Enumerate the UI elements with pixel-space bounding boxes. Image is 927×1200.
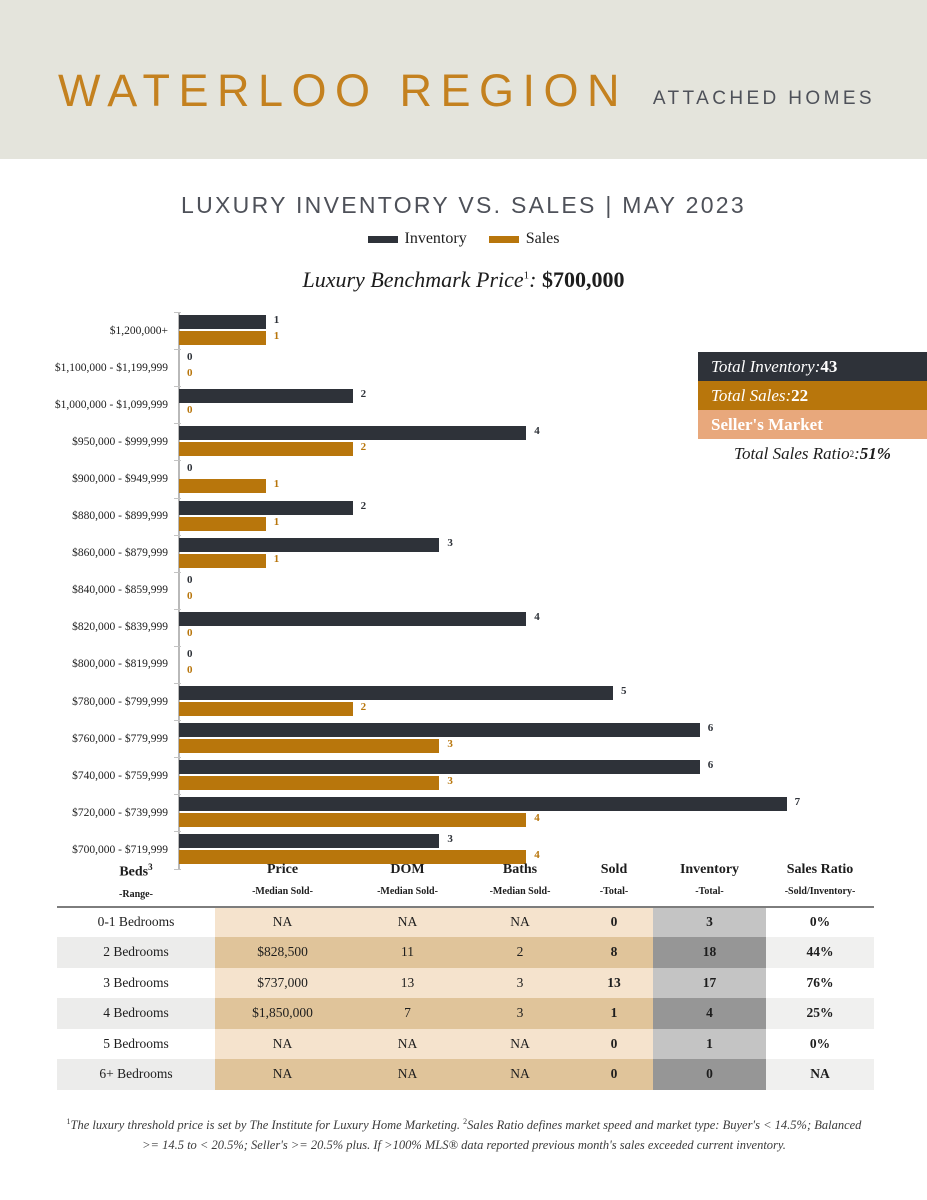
summary-total-inventory-value: 43	[820, 356, 838, 376]
chart-bar-sales	[179, 517, 266, 531]
chart-category-label: $1,000,000 - $1,099,999	[54, 398, 168, 411]
table-cell-sold: 1	[575, 998, 653, 1029]
chart-bar-value-inventory: 3	[447, 833, 453, 846]
chart-category-row	[0, 312, 680, 349]
chart-bar-sales	[179, 554, 266, 568]
table-header-row	[57, 862, 874, 907]
market-summary-box	[698, 352, 927, 469]
chart-category-row	[0, 386, 680, 423]
table-cell-price: $828,500	[215, 937, 350, 968]
chart-bar-sales	[179, 331, 266, 345]
table-cell-sold: 0	[575, 1059, 653, 1090]
table-row	[57, 907, 874, 938]
chart-category-row	[0, 646, 680, 683]
chart-bar-value-inventory: 3	[447, 536, 453, 549]
table-cell-inventory: 1	[653, 1029, 766, 1060]
table-col-header	[350, 862, 465, 907]
table-cell-ratio: 0%	[766, 907, 874, 938]
chart-category-row	[0, 720, 714, 757]
chart-category-row	[0, 609, 680, 646]
chart-bar-value-sales: 0	[187, 663, 193, 676]
table-cell-beds: 4 Bedrooms	[57, 998, 215, 1029]
table-row	[57, 968, 874, 999]
chart-bar-inventory	[179, 834, 439, 848]
chart-bar-value-sales: 3	[447, 775, 453, 788]
table-cell-beds: 2 Bedrooms	[57, 937, 215, 968]
chart-bar-value-sales: 3	[447, 738, 453, 751]
footnote-text-2: Sales Ratio defines market speed and market type: Buyer's < 14.5%; Balanced >= 14.5 to < 20.5%; Seller's >= 20.5% plus. If >100% MLS® data reported previous month's sales exceeded current inventory.	[142, 1118, 862, 1152]
footnote-marker-1: 1	[66, 1117, 71, 1126]
chart-bar-value-sales: 0	[187, 589, 193, 602]
table-col-header-title: Beds$^3$	[119, 862, 153, 880]
chart-category-label: $740,000 - $759,999	[72, 769, 168, 782]
chart-bar-value-sales: 0	[187, 404, 193, 417]
axis-tick-icon	[174, 535, 181, 536]
chart-bar-value-inventory: 4	[534, 610, 540, 623]
table-cell-sold: 0	[575, 1029, 653, 1060]
summary-total-inventory	[698, 352, 927, 381]
table-cell-baths: NA	[465, 1059, 575, 1090]
table-body	[57, 907, 874, 1090]
table-cell-price: $1,850,000	[215, 998, 350, 1029]
table-col-header	[575, 862, 653, 907]
chart-category-label: $950,000 - $999,999	[72, 435, 168, 448]
table-col-header	[215, 862, 350, 907]
chart-category-label: $1,200,000+	[109, 324, 168, 337]
table-cell-ratio: 25%	[766, 998, 874, 1029]
table-cell-sold: 13	[575, 968, 653, 999]
axis-tick-icon	[174, 572, 181, 573]
table-cell-beds: 3 Bedrooms	[57, 968, 215, 999]
chart-category-label: $700,000 - $719,999	[72, 843, 168, 856]
axis-tick-icon	[174, 386, 181, 387]
table-cell-beds: 0-1 Bedrooms	[57, 907, 215, 938]
chart-category-label: $900,000 - $949,999	[72, 472, 168, 485]
chart-bar-value-sales: 0	[187, 367, 193, 380]
chart-bar-value-sales: 2	[360, 441, 367, 454]
benchmark-price	[0, 267, 927, 293]
chart-category-row	[0, 349, 680, 386]
table-header	[57, 862, 874, 907]
summary-total-sales-ratio	[698, 439, 927, 469]
table-cell-dom: 7	[350, 998, 465, 1029]
chart-bar-value-inventory: 0	[187, 573, 193, 586]
table-cell-dom: NA	[350, 907, 465, 938]
table-cell-inventory: 17	[653, 968, 766, 999]
chart-bar-inventory	[179, 538, 439, 552]
benchmark-label: Luxury Benchmark Price	[302, 267, 524, 292]
chart-bar-value-sales: 0	[187, 626, 193, 639]
chart-legend	[0, 230, 927, 248]
axis-tick-icon	[174, 757, 181, 758]
axis-tick-icon	[174, 312, 181, 313]
table-cell-ratio: 44%	[766, 937, 874, 968]
chart-bar-value-inventory: 5	[621, 685, 627, 697]
table-col-header-subtitle: -Range-	[119, 888, 153, 900]
table-col-header-subtitle: -Median Sold-	[252, 886, 313, 897]
chart-category-label: $840,000 - $859,999	[72, 584, 168, 597]
benchmark-separator: :	[529, 267, 542, 292]
axis-tick-icon	[174, 646, 181, 647]
chart-bar-value-inventory: 6	[707, 722, 714, 735]
chart-category-label: $780,000 - $799,999	[72, 695, 168, 708]
table-cell-baths: 3	[465, 968, 575, 999]
table-col-header-subtitle: -Median Sold-	[377, 886, 438, 897]
table-col-header-title: Price	[266, 862, 299, 877]
chart-category-label: $760,000 - $779,999	[72, 732, 168, 745]
table-cell-dom: NA	[350, 1029, 465, 1060]
chart-bar-inventory	[179, 315, 266, 329]
axis-tick-icon	[174, 794, 181, 795]
table-cell-baths: 2	[465, 937, 575, 968]
chart-bar-inventory	[179, 426, 526, 440]
chart-category-label: $1,100,000 - $1,199,999	[54, 361, 168, 374]
chart-bar-inventory	[179, 612, 526, 626]
legend-item-inventory	[368, 230, 467, 248]
table-cell-ratio: NA	[766, 1059, 874, 1090]
table-cell-price: NA	[215, 1059, 350, 1090]
table-col-header-title: Baths	[502, 862, 538, 877]
table-cell-beds: 5 Bedrooms	[57, 1029, 215, 1060]
chart-category-row	[0, 423, 680, 460]
chart-bar-value-sales: 4	[534, 812, 540, 825]
table-row	[57, 998, 874, 1029]
axis-tick-icon	[174, 423, 181, 424]
summary-total-sales-value: 22	[791, 385, 809, 405]
chart-bar-value-inventory: 0	[187, 647, 193, 660]
chart-category-label: $860,000 - $879,999	[72, 547, 168, 560]
table-row	[57, 937, 874, 968]
table-col-header-subtitle: -Sold/Inventory-	[784, 886, 856, 897]
chart-bar-inventory	[179, 501, 353, 515]
axis-tick-icon	[174, 683, 181, 684]
table-cell-price: NA	[215, 1029, 350, 1060]
legend-item-sales	[489, 230, 560, 248]
chart-category-label: $800,000 - $819,999	[72, 658, 168, 671]
header-band	[0, 0, 927, 159]
table-cell-inventory: 3	[653, 907, 766, 938]
chart-bar-value-sales: 2	[360, 701, 367, 713]
table-col-header	[57, 862, 215, 907]
table-cell-baths: 3	[465, 998, 575, 1029]
chart-bar-inventory	[179, 686, 613, 700]
footnote	[63, 1116, 865, 1155]
axis-tick-icon	[174, 460, 181, 461]
chart-category-label: $880,000 - $899,999	[72, 510, 168, 523]
chart-bar-sales	[179, 442, 353, 456]
summary-ratio-footnote-marker: 2	[849, 449, 855, 459]
table-cell-dom: 13	[350, 968, 465, 999]
table-col-header-subtitle: -Total-	[695, 886, 724, 897]
chart-bar-inventory	[179, 797, 787, 811]
table-col-header	[465, 862, 575, 907]
table-col-header	[653, 862, 766, 907]
property-type-label: ATTACHED HOMES	[652, 88, 875, 109]
chart-bar-value-sales: 1	[273, 515, 280, 528]
summary-total-inventory-label: Total Inventory:	[711, 356, 821, 376]
chart-bar-inventory	[179, 760, 700, 774]
table-cell-inventory: 0	[653, 1059, 766, 1090]
axis-tick-icon	[174, 349, 181, 350]
summary-market-type-badge: Seller's Market	[698, 410, 927, 439]
footnote-text-1: The luxury threshold price is set by The Institute for Luxury Home Marketing.	[70, 1118, 464, 1133]
summary-ratio-label: Total Sales Ratio	[734, 444, 850, 463]
summary-total-sales-label: Total Sales:	[711, 385, 792, 405]
table-col-header-title: Sold	[600, 862, 628, 877]
benchmark-footnote-marker: 1	[523, 269, 530, 282]
table-col-header-footnote-marker: 3	[148, 862, 153, 872]
table-cell-sold: 8	[575, 937, 653, 968]
chart-category-row	[0, 757, 714, 794]
table-cell-baths: NA	[465, 907, 575, 938]
table-cell-sold: 0	[575, 907, 653, 938]
chart-bar-value-sales: 1	[273, 330, 280, 342]
chart-title: LUXURY INVENTORY VS. SALES | MAY 2023	[181, 192, 746, 218]
axis-tick-icon	[174, 498, 181, 499]
chart-bar-sales	[179, 702, 353, 716]
chart-bar-value-inventory: 1	[273, 314, 280, 326]
chart-bar-value-inventory: 2	[360, 388, 367, 401]
chart-category-row	[0, 535, 680, 572]
chart-bar-value-inventory: 6	[707, 759, 714, 772]
chart-bar-value-inventory: 0	[187, 462, 193, 475]
table-col-header-title: Sales Ratio	[786, 862, 854, 877]
legend-label-sales: Sales	[525, 230, 560, 247]
chart-bar-value-inventory: 4	[534, 425, 540, 438]
chart-category-row	[0, 460, 680, 497]
table-cell-ratio: 76%	[766, 968, 874, 999]
chart-bar-sales	[179, 479, 266, 493]
table-cell-price: NA	[215, 907, 350, 938]
chart-bar-inventory	[179, 389, 353, 403]
chart-category-row	[0, 572, 680, 609]
table-cell-baths: NA	[465, 1029, 575, 1060]
chart-bar-sales	[179, 813, 526, 827]
table-col-header-title: DOM	[390, 862, 425, 877]
summary-ratio-value: 51%	[859, 444, 891, 463]
table-cell-inventory: 18	[653, 937, 766, 968]
chart-bar-sales	[179, 739, 439, 753]
legend-label-inventory: Inventory	[404, 230, 467, 247]
table-cell-inventory: 4	[653, 998, 766, 1029]
footnote-marker-2: 2	[463, 1117, 468, 1126]
summary-total-sales	[698, 381, 927, 410]
bedroom-stats-table	[57, 862, 874, 1090]
table-col-header	[766, 862, 874, 907]
table-cell-dom: NA	[350, 1059, 465, 1090]
table-col-header-subtitle: -Total-	[599, 886, 629, 897]
axis-tick-icon	[174, 831, 181, 832]
table-cell-ratio: 0%	[766, 1029, 874, 1060]
table-cell-dom: 11	[350, 937, 465, 968]
benchmark-value: $700,000	[541, 267, 625, 292]
table-col-header-title: Inventory	[679, 862, 740, 877]
chart-bar-value-sales: 4	[534, 849, 540, 862]
chart-bar-value-sales: 1	[273, 552, 280, 565]
chart-category-row	[0, 794, 801, 831]
axis-tick-icon	[174, 609, 181, 610]
chart-bar-value-sales: 1	[273, 478, 280, 491]
chart-category-label: $820,000 - $839,999	[72, 621, 168, 634]
table-col-header-subtitle: -Median Sold-	[489, 886, 551, 897]
chart-category-row	[0, 683, 680, 720]
legend-swatch-sales-icon	[489, 236, 519, 243]
chart-category-row	[0, 498, 680, 535]
chart-category-label: $720,000 - $739,999	[72, 806, 168, 819]
chart-bar-inventory	[179, 723, 700, 737]
axis-tick-icon	[174, 720, 181, 721]
table-cell-beds: 6+ Bedrooms	[57, 1059, 215, 1090]
chart-bar-sales	[179, 776, 439, 790]
table-cell-price: $737,000	[215, 968, 350, 999]
table-row	[57, 1029, 874, 1060]
region-title: WATERLOO REGION	[58, 65, 629, 116]
chart-bar-value-inventory: 0	[187, 351, 193, 364]
legend-swatch-inventory-icon	[368, 236, 398, 243]
summary-ratio-separator: :	[854, 444, 860, 463]
chart-bar-value-inventory: 2	[360, 499, 367, 512]
table-row	[57, 1059, 874, 1090]
chart-bar-value-inventory: 7	[794, 796, 801, 809]
